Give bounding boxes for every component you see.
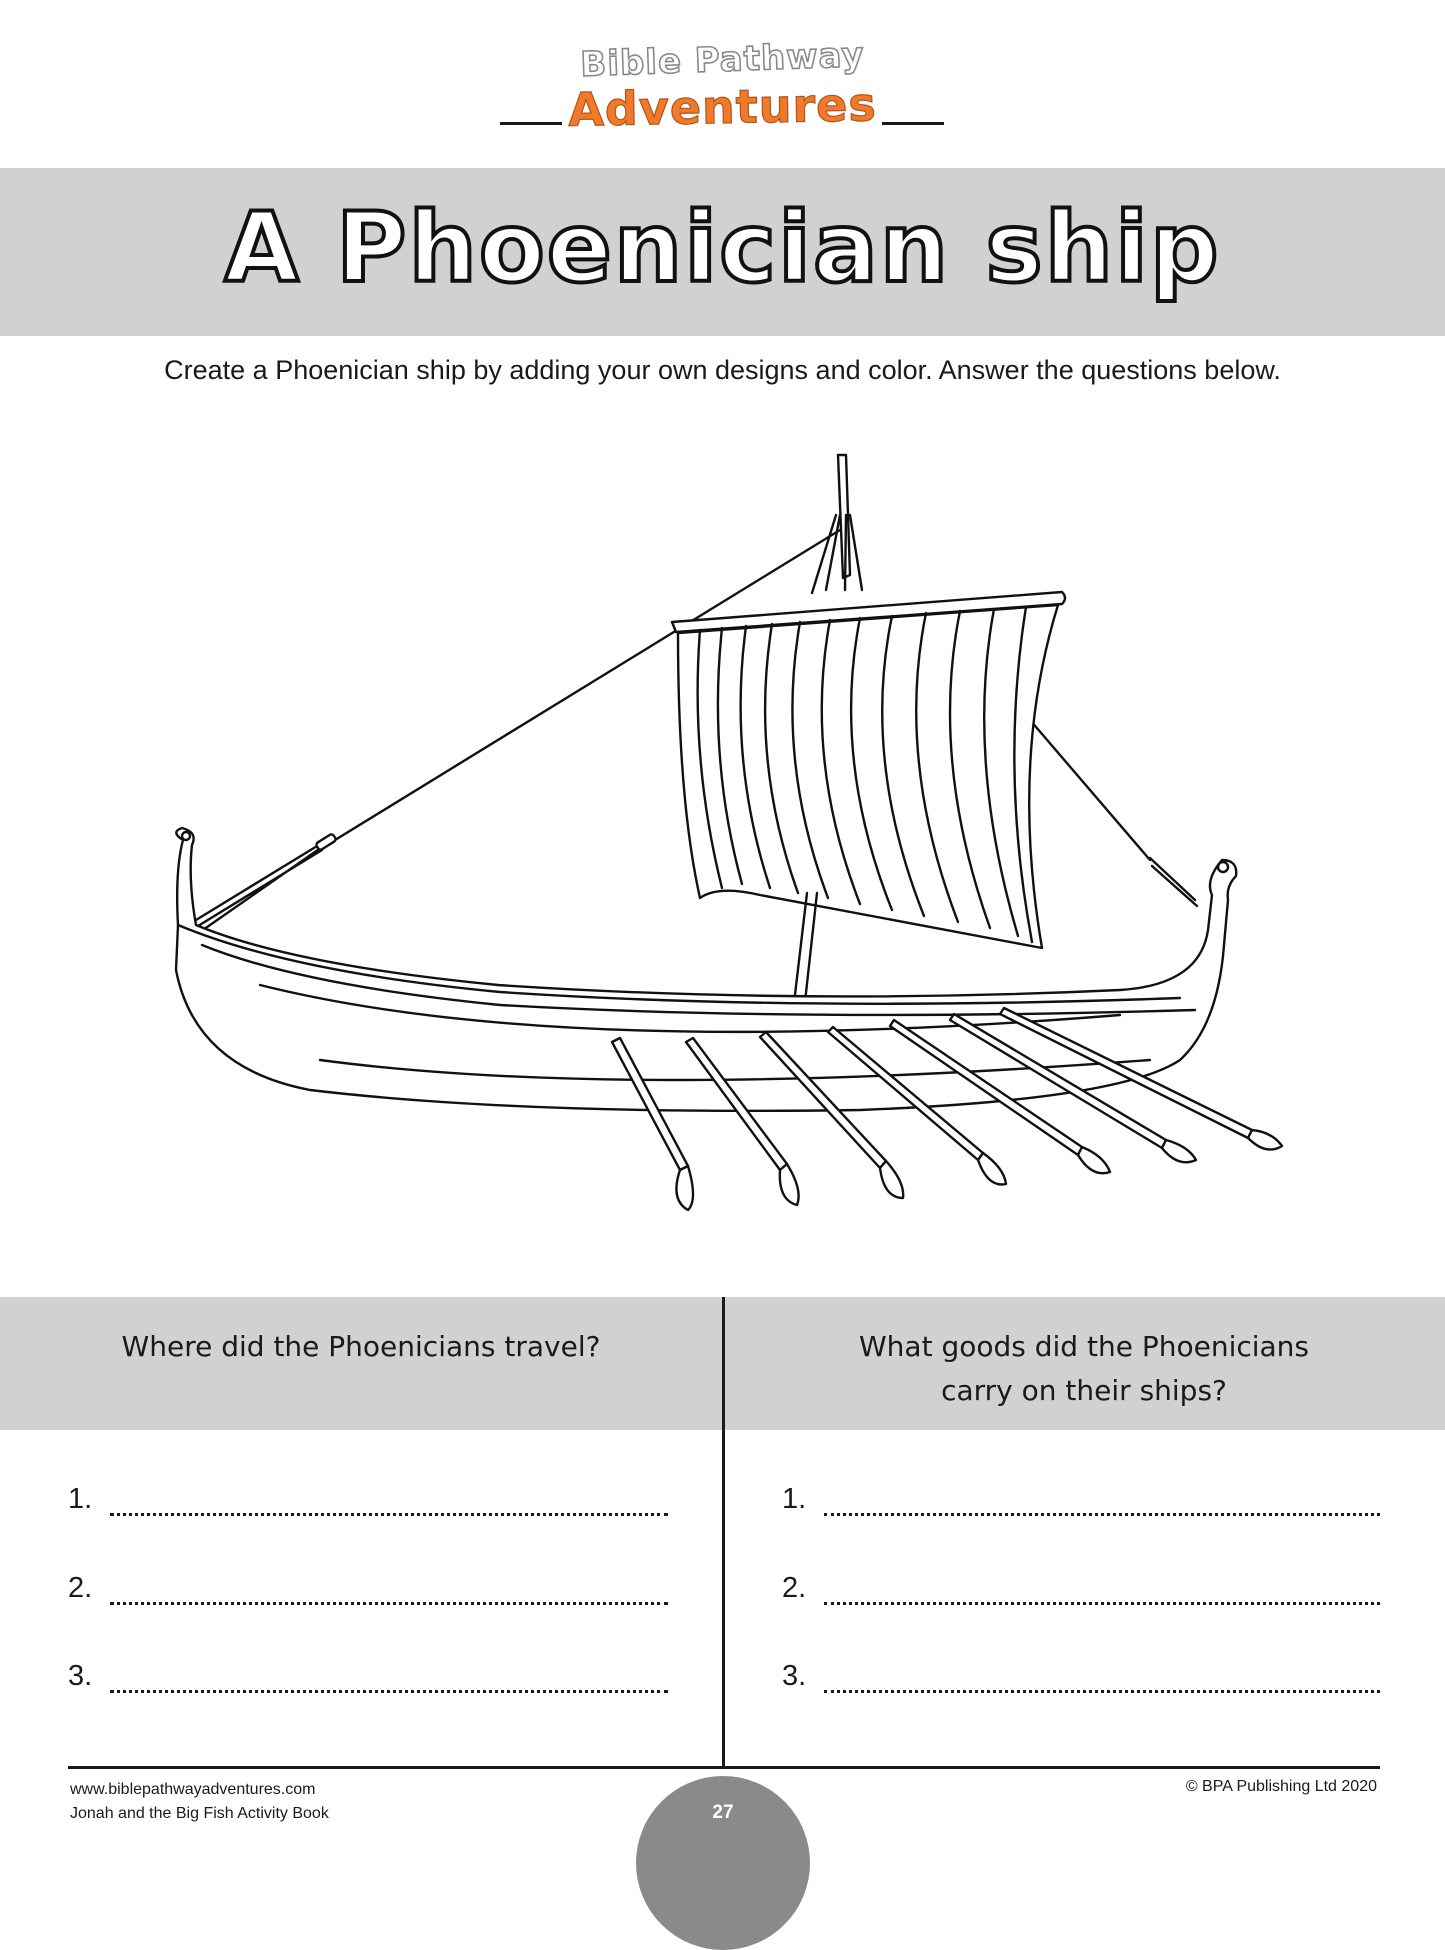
- question-right: [723, 1325, 1445, 1413]
- instructions-text: Create a Phoenician ship by adding your own designs and color. Answer the questions below.: [164, 355, 1281, 385]
- footer-left: [70, 1778, 329, 1826]
- sail: [678, 605, 1058, 948]
- dotted-line: [110, 1513, 668, 1516]
- title-band: [0, 168, 1445, 336]
- dotted-line: [110, 1602, 668, 1605]
- answer-number: 1.: [68, 1483, 93, 1515]
- answer-number: 2.: [68, 1572, 93, 1604]
- footer-copyright: © BPA Publishing Ltd 2020: [1185, 1778, 1377, 1795]
- answer-line-left-2[interactable]: [68, 1572, 668, 1612]
- footer-rule: [68, 1766, 1380, 1769]
- brand-logo: [0, 30, 1445, 140]
- answer-number: 3.: [68, 1660, 93, 1692]
- question-right-line2: carry on their ships?: [941, 1374, 1227, 1407]
- footer-book-title: Jonah and the Big Fish Activity Book: [70, 1805, 329, 1822]
- phoenician-ship-illustration: [150, 440, 1300, 1230]
- logo-text-top: Bible Pathway: [579, 35, 866, 85]
- logo-text-bottom: Adventures: [567, 77, 878, 137]
- question-left: [0, 1325, 722, 1369]
- dotted-line: [824, 1513, 1380, 1516]
- answer-number: 2.: [782, 1572, 807, 1604]
- answer-line-right-2[interactable]: [782, 1572, 1380, 1612]
- answer-number: 3.: [782, 1660, 807, 1692]
- rope-backstay: [1030, 720, 1150, 860]
- page-title: A Phoenician ship: [224, 192, 1221, 304]
- dotted-line: [824, 1602, 1380, 1605]
- answer-number: 1.: [782, 1483, 807, 1515]
- answer-line-left-3[interactable]: [68, 1660, 668, 1700]
- page-number: 27: [712, 1802, 734, 1823]
- dotted-line: [110, 1690, 668, 1693]
- dotted-line: [824, 1690, 1380, 1693]
- question-right-line1: What goods did the Phoenicians: [858, 1330, 1310, 1363]
- answer-line-right-3[interactable]: [782, 1660, 1380, 1700]
- question-left-line1: Where did the Phoenicians travel?: [121, 1330, 601, 1363]
- answer-line-left-1[interactable]: [68, 1483, 668, 1523]
- answer-line-right-1[interactable]: [782, 1483, 1380, 1523]
- footer-website[interactable]: www.biblepathwayadventures.com: [70, 1781, 316, 1798]
